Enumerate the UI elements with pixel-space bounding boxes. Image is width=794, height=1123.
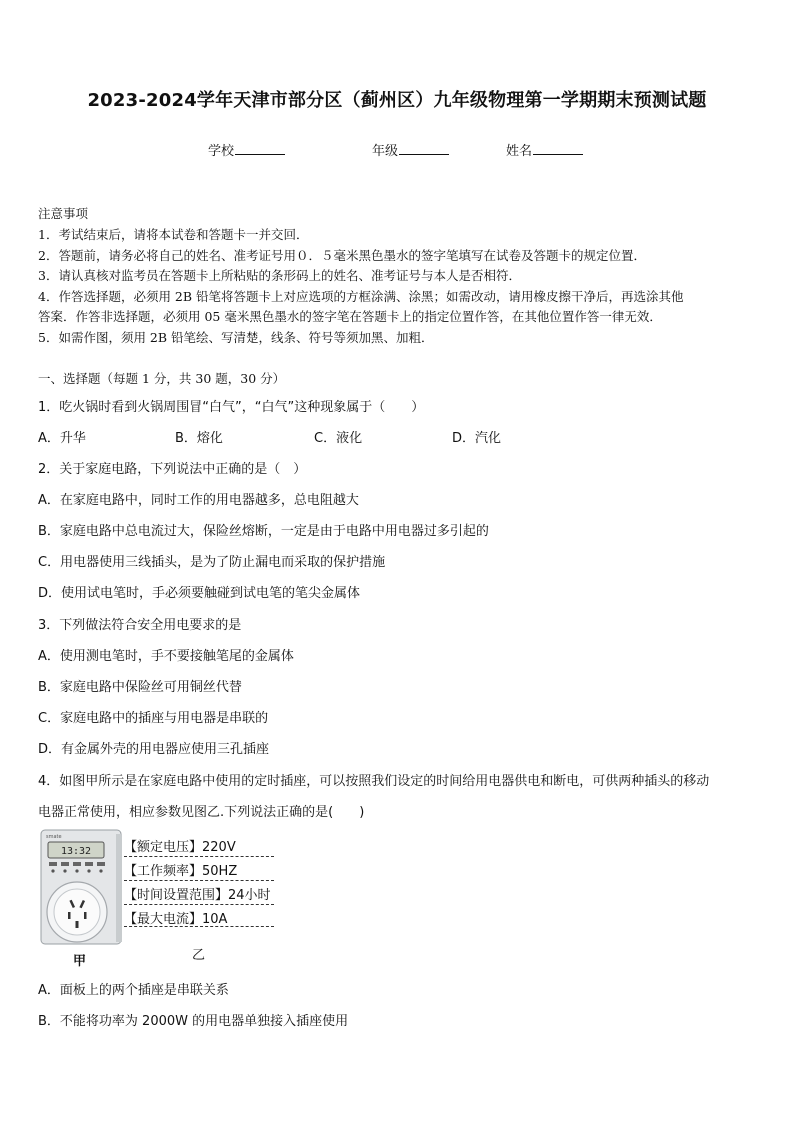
option-c: C．家庭电路中的插座与用电器是串联的 (38, 711, 269, 726)
figure-caption-b: 乙 (192, 948, 206, 963)
option-d: D．汽化 (452, 431, 502, 446)
spec-voltage: 【额定电压】220V (124, 840, 236, 855)
notice-item: 3．请认真核对监考员在答题卡上所粘贴的条形码上的姓名、准考证号与本人是否相符． (38, 268, 521, 283)
timer-socket-icon (40, 828, 124, 946)
option-b: B．不能将功率为 2000W 的用电器单独接入插座使用 (38, 1014, 349, 1029)
question-stem: 4．如图甲所示是在家庭电路中使用的定时插座，可以按照我们设定的时间给用电器供电和断电，可供两种插头的移动 (38, 774, 710, 789)
name-field (506, 140, 583, 159)
option-d: D．有金属外壳的用电器应使用三孔插座 (38, 742, 270, 757)
spec-frequency: 【工作频率】50HZ (124, 864, 238, 879)
option-a: A．在家庭电路中，同时工作的用电器越多，总电阻越大 (38, 493, 359, 508)
question-stem: 3．下列做法符合安全用电要求的是 (38, 618, 242, 633)
option-b: B．家庭电路中总电流过大，保险丝熔断，一定是由于电路中用电器过多引起的 (38, 524, 489, 539)
school-blank[interactable] (235, 142, 285, 155)
option-c: C．液化 (314, 431, 363, 446)
option-b: B．熔化 (175, 431, 223, 446)
section-heading: 一、选择题（每题 1 分，共 30 题，30 分） (38, 371, 286, 386)
notice-item: 1．考试结束后，请将本试卷和答题卡一并交回． (38, 227, 309, 242)
option-a: A．升华 (38, 431, 86, 446)
grade-blank[interactable] (399, 142, 449, 155)
option-a: A．使用测电笔时，手不要接触笔尾的金属体 (38, 649, 294, 664)
spec-divider (124, 904, 274, 905)
spec-divider (124, 856, 274, 857)
name-label: 姓名 (506, 144, 533, 159)
timer-display: 13:32 (60, 846, 92, 857)
option-c: C．用电器使用三线插头，是为了防止漏电而采取的保护措施 (38, 555, 386, 570)
page-title: 2023-2024学年天津市部分区（蓟州区）九年级物理第一学期期末预测试题 (87, 90, 707, 111)
spec-divider (124, 926, 274, 927)
name-blank[interactable] (533, 142, 583, 155)
notice-item: 4．作答选择题，必须用 2B 铅笔将答题卡上对应选项的方框涂满、涂黑；如需改动，请用橡皮擦干净后，再选涂其他 (38, 289, 684, 304)
question-stem-cont: 电器正常使用，相应参数见图乙.下列说法正确的是( ) (38, 805, 365, 820)
option-a: A．面板上的两个插座是串联关系 (38, 983, 229, 998)
figure-caption-a: 甲 (73, 954, 87, 969)
question-stem: 2．关于家庭电路，下列说法中正确的是（ ） (38, 462, 307, 477)
option-d: D．使用试电笔时，手必须要触碰到试电笔的笔尖金属体 (38, 586, 361, 601)
option-b: B．家庭电路中保险丝可用铜丝代替 (38, 680, 242, 695)
brand-text: smate (46, 834, 62, 840)
notice-heading: 注意事项 (38, 206, 89, 221)
grade-field (372, 140, 449, 159)
question-stem: 1．吃火锅时看到火锅周围冒“白气”，“白气”这种现象属于（ ） (38, 400, 425, 415)
school-field (208, 140, 285, 159)
spec-time-range: 【时间设置范围】24小时 (124, 888, 271, 903)
grade-label: 年级 (372, 144, 399, 159)
timer-socket-figure (40, 828, 124, 946)
school-label: 学校 (208, 144, 235, 159)
notice-item: 5．如需作图，须用 2B 铅笔绘、写清楚，线条、符号等须加黑、加粗． (38, 330, 434, 345)
spec-max-current: 【最大电流】10A (124, 912, 228, 927)
notice-item: 2．答题前，请务必将自己的姓名、准考证号用０．５毫米黑色墨水的签字笔填写在试卷及答题卡的规定位置． (38, 248, 646, 263)
spec-divider (124, 880, 274, 881)
notice-item: 答案．作答非选择题，必须用 05 毫米黑色墨水的签字笔在答题卡上的指定位置作答，在其他位置作答一律无效． (38, 309, 662, 324)
